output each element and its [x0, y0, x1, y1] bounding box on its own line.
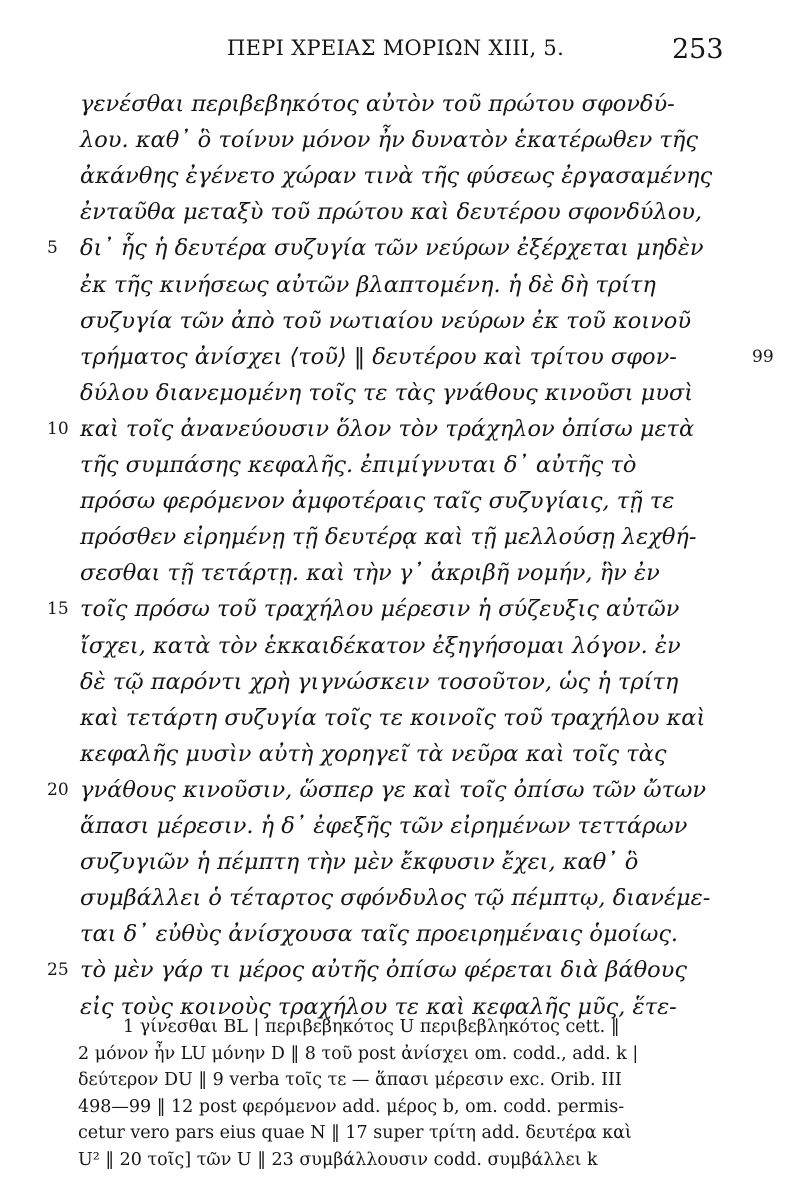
text-line: λου. καθ᾽ ὃ τοίνυν μόνον ἦν δυνατὸν ἑκατέρωθεν τῆς [80, 127, 698, 154]
text-line: τοῖς πρόσω τοῦ τραχήλου μέρεσιν ἡ σύζευξις αὐτῶν [80, 596, 680, 623]
text-line: πρόσω φερόμενον ἀμφοτέραις ταῖς συζυγίαις, τῇ τε [80, 488, 675, 515]
text-line: γνάθους κινοῦσιν, ὥσπερ γε καὶ τοῖς ὀπίσω τῶν ὤτων [80, 776, 707, 803]
text-line: ἀκάνθης ἐγένετο χώραν τινὰ τῆς φύσεως ἐργασαμένης [80, 163, 713, 190]
text-line: κεφαλῆς μυσὶν αὐτὴ χορηγεῖ τὰ νεῦρα καὶ τοῖς τὰς [80, 740, 667, 767]
text-line: ἐκ τῆς κινήσεως αὐτῶν βλαπτομένη. ἡ δὲ δὴ τρίτη [80, 271, 656, 298]
text-line: δὲ τῷ παρόντι χρὴ γιγνώσκειν τοσοῦτον, ὡς ἡ τρίτη [80, 668, 679, 695]
apparatus-line: 2 μόνον ἦν LU μόνην D ‖ 8 τοῦ post ἀνίσχει om. codd., add. k | [78, 1043, 639, 1064]
text-line: εἰς τοὺς κοινοὺς τραχήλου τε καὶ κεφαλῆς μῦς, ἕτε- [80, 993, 677, 1020]
text-line: τῆς συμπάσης κεφαλῆς. ἐπιμίγνυται δ᾽ αὐτῆς τὸ [80, 452, 637, 478]
text-line: ἅπασι μέρεσιν. ἡ δ᾽ ἐφεξῆς τῶν εἰρημένων τεττάρων [80, 813, 688, 839]
apparatus-line: 1 γίνεσθαι BL | περιβεβηκότος U περιβεβληκότος cett. ‖ [123, 1017, 620, 1037]
text-line: συμβάλλει ὁ τέταρτος σφόνδυλος τῷ πέμπτῳ, διανέμε- [80, 885, 711, 912]
text-line: ται δ᾽ εὐθὺς ἀνίσχουσα ταῖς προειρημέναις ὁμοίως. [80, 921, 679, 948]
running-title: ΠΕΡΙ ΧΡΕΙΑΣ ΜΟΡΙΩΝ XIII, 5. [227, 36, 565, 60]
apparatus-line: cetur vero pars eius quae N ‖ 17 super τρίτη add. δευτέρα καὶ [78, 1123, 632, 1143]
text-line: δι᾽ ἧς ἡ δευτέρα συζυγία τῶν νεύρων ἐξέρχεται μηδὲν [80, 235, 704, 262]
text-line: τὸ μὲν γάρ τι μέρος αὐτῆς ὀπίσω φέρεται διὰ βάθους [80, 957, 687, 984]
apparatus-line: 498—99 ‖ 12 post φερόμενον add. μέρος b, om. codd. permis- [78, 1096, 625, 1117]
line-number: 15 [47, 599, 69, 620]
page-number: 253 [672, 34, 724, 65]
margin-reference: 99 [752, 346, 774, 367]
line-number: 25 [47, 960, 69, 981]
text-line: πρόσθεν εἰρημένῃ τῇ δευτέρᾳ καὶ τῇ μελλούσῃ λεχθή- [80, 524, 697, 551]
text-line: συζυγία τῶν ἀπὸ τοῦ νωτιαίου νεύρων ἐκ τοῦ κοινοῦ [80, 307, 692, 334]
text-line: τρήματος ἀνίσχει ⟨τοῦ⟩ ‖ δευτέρου καὶ τρίτου σφον- [80, 343, 677, 370]
text-line: συζυγιῶν ἡ πέμπτη τὴν μὲν ἔκφυσιν ἔχει, καθ᾽ ὃ [80, 849, 639, 876]
text-line: ἴσχει, κατὰ τὸν ἑκκαιδέκατον ἐξηγήσομαι λόγον. ἐν [80, 632, 681, 659]
text-line: καὶ τοῖς ἀνανεύουσιν ὅλον τὸν τράχηλον ὀπίσω μετὰ [80, 415, 695, 442]
line-number: 5 [47, 238, 58, 259]
text-line: ἐνταῦθα μεταξὺ τοῦ πρώτου καὶ δευτέρου σφονδύλου, [80, 199, 703, 226]
line-number: 10 [47, 418, 69, 439]
line-number: 20 [47, 779, 69, 800]
text-line: δύλου διανεμομένη τοῖς τε τὰς γνάθους κινοῦσι μυσὶ [80, 379, 694, 406]
page-header [0, 36, 800, 76]
text-line: καὶ τετάρτη συζυγία τοῖς τε κοινοῖς τοῦ τραχήλου καὶ [80, 704, 706, 731]
text-line: γενέσθαι περιβεβηκότος αὐτὸν τοῦ πρώτου σφονδύ- [80, 91, 675, 117]
apparatus-line: U² ‖ 20 τοῖς] τῶν U ‖ 23 συμβάλλουσιν codd. συμβάλλει k [78, 1149, 598, 1170]
text-line: σεσθαι τῇ τετάρτῃ. καὶ τὴν γ᾽ ἀκριβῆ νομήν, ἣν ἐν [80, 560, 660, 587]
apparatus-line: δεύτερον DU ‖ 9 verba τοῖς τε — ἅπασι μέρεσιν exc. Orib. III [78, 1070, 622, 1090]
